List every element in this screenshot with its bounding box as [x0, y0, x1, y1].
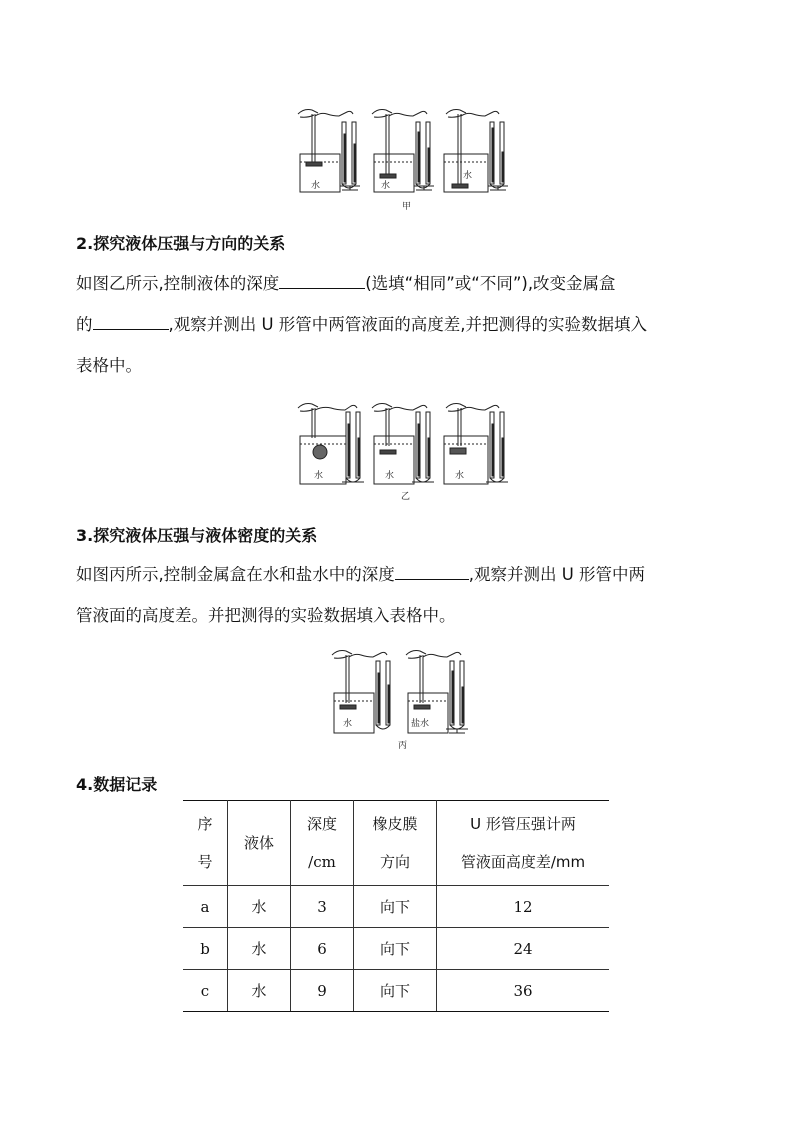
header-text: 方向: [379, 853, 410, 871]
table-row: [183, 928, 609, 970]
header-text: 号: [197, 853, 213, 871]
figure-yi: [292, 398, 512, 490]
cell-seq: c: [183, 970, 228, 1012]
blank-direction[interactable]: [93, 311, 169, 330]
figure-jia: [292, 104, 512, 196]
header-membrane-direction: [354, 801, 437, 886]
section-3-text: 管液面的高度差。并把测得的实验数据填入表格中。: [76, 606, 456, 625]
label-yi-liquid-3: 水: [455, 471, 465, 481]
section-3-text: ,观察并测出 U 形管中两: [468, 565, 646, 584]
label-jia-liquid-1: 水: [311, 181, 321, 191]
figure-caption-jia: 甲: [402, 202, 412, 212]
apparatus-jia-3: [444, 110, 508, 193]
apparatus-yi-2: [372, 404, 434, 485]
table-row: [183, 970, 609, 1012]
cell-direction: 向下: [354, 970, 437, 1012]
cell-liquid: 水: [228, 886, 291, 928]
figure-caption-bing: 丙: [398, 741, 408, 751]
apparatus-bing-1: [332, 651, 390, 734]
apparatus-jia-1: [298, 110, 360, 193]
section-3-title: 3.探究液体压强与液体密度的关系: [76, 526, 318, 545]
section-2-title: 2.探究液体压强与方向的关系: [76, 234, 286, 253]
blank-depth-saltwater[interactable]: [395, 561, 469, 580]
label-bing-liquid-1: 水: [343, 719, 353, 729]
label-yi-liquid-2: 水: [385, 471, 395, 481]
header-text: 序: [197, 815, 213, 833]
header-text: 管液面高度差/mm: [460, 853, 586, 871]
section-2-text: (选填“相同”或“不同”),改变金属盒: [365, 274, 616, 293]
table-row: [183, 886, 609, 928]
section-3-paragraph: [76, 554, 726, 636]
section-2-text: 如图乙所示,控制液体的深度: [76, 274, 280, 293]
cell-direction: 向下: [354, 886, 437, 928]
label-yi-liquid-1: 水: [314, 471, 324, 481]
figure-caption-yi: 乙: [401, 492, 411, 502]
label-jia-liquid-3: 水: [463, 171, 473, 181]
header-text: 深度: [306, 815, 337, 833]
header-text: 橡皮膜: [372, 815, 418, 833]
apparatus-yi-1: [298, 404, 364, 485]
section-2-text: 表格中。: [76, 356, 142, 375]
header-seq: [183, 801, 228, 886]
header-text: U 形管压强计两: [470, 815, 576, 833]
cell-liquid: 水: [228, 928, 291, 970]
table-header-row: [183, 801, 609, 886]
cell-direction: 向下: [354, 928, 437, 970]
header-liquid: 液体: [228, 801, 291, 886]
header-height-difference: [437, 801, 610, 886]
cell-depth: 6: [291, 928, 354, 970]
section-2-text: ,观察并测出 U 形管中两管液面的高度差,并把测得的实验数据填入: [168, 315, 648, 334]
cell-height-difference: 36: [437, 970, 610, 1012]
cell-seq: a: [183, 886, 228, 928]
section-4-title: 4.数据记录: [76, 775, 158, 794]
header-text: /cm: [308, 853, 336, 871]
header-depth: [291, 801, 354, 886]
cell-height-difference: 24: [437, 928, 610, 970]
cell-height-difference: 12: [437, 886, 610, 928]
label-jia-liquid-2: 水: [381, 181, 391, 191]
blank-depth-same[interactable]: [279, 270, 365, 289]
cell-depth: 3: [291, 886, 354, 928]
section-2-text: 的: [76, 315, 93, 334]
cell-liquid: 水: [228, 970, 291, 1012]
section-2-paragraph: [76, 263, 726, 386]
label-bing-liquid-2: 盐水: [411, 719, 430, 729]
data-table: [183, 800, 609, 1012]
cell-seq: b: [183, 928, 228, 970]
apparatus-yi-3: [444, 404, 508, 485]
cell-depth: 9: [291, 970, 354, 1012]
section-3-text: 如图丙所示,控制金属盒在水和盐水中的深度: [76, 565, 395, 584]
